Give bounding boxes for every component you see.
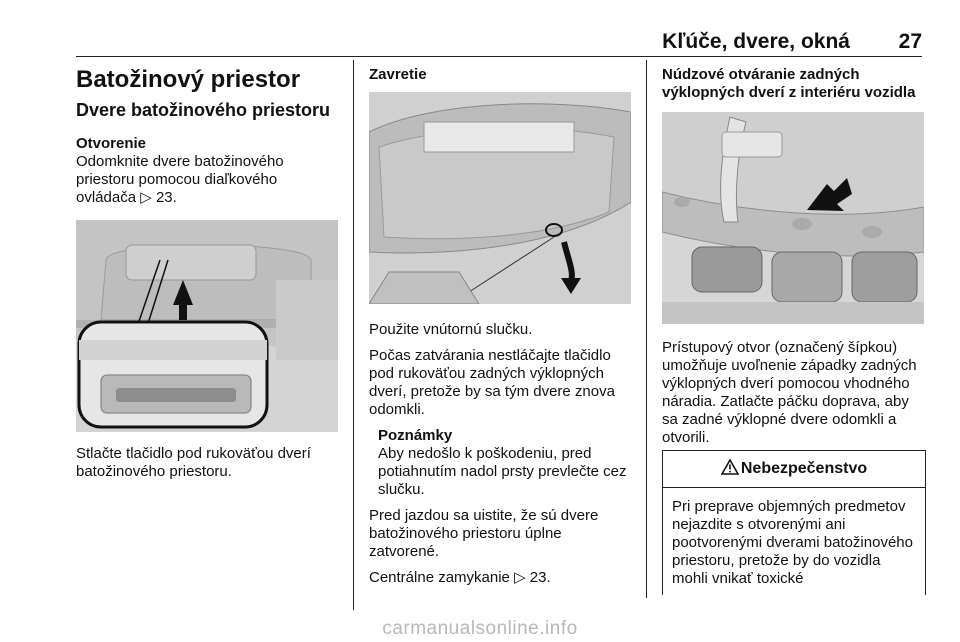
- emergency-release-illustration: [662, 112, 924, 324]
- section-title: Batožinový priestor: [76, 66, 301, 93]
- warning-text: Pri preprave objemných predmetov nejazdite s otvorenými ani pootvorenými dverami batožinového priestoru, pretože by do vozidla mohli vnikať toxické: [672, 498, 913, 587]
- closing-heading: Zavretie: [369, 66, 427, 83]
- column-2: [369, 66, 631, 84]
- reference-arrow-icon: ▷: [140, 189, 152, 206]
- column-2-text: [369, 321, 631, 587]
- column-1-caption: [76, 445, 338, 481]
- column-divider-1: [353, 60, 354, 610]
- warning-triangle-icon: [721, 459, 741, 480]
- reference-arrow-icon: ▷: [514, 569, 526, 586]
- warning-title: Nebezpečenstvo: [740, 460, 868, 477]
- closing-paragraph-4: Centrálne zamykanie ▷ 23.: [369, 569, 551, 586]
- page-number: 27: [898, 30, 922, 53]
- header-divider: [76, 56, 922, 57]
- note-title: Poznámky: [378, 427, 453, 444]
- column-3: [662, 66, 924, 102]
- figure-caption: Stlačte tlačidlo pod rukoväťou dverí batožinového priestoru.: [76, 445, 311, 480]
- column-divider-2: [646, 60, 647, 598]
- opening-text: Odomknite dvere batožinového priestoru pomocou diaľkového ovládača ▷ 23.: [76, 153, 284, 206]
- warning-box: [662, 450, 926, 595]
- emergency-release-text: Prístupový otvor (označený šípkou) umožňuje uvoľnenie západky zadných výklopných dverí pomocou vhodného náradia. Zatlačte páčku doprava, aby sa zadné výklopné dvere odomkli a otvorili.: [662, 339, 917, 446]
- opening-heading: Otvorenie: [76, 135, 147, 152]
- tailgate-loop-illustration: [369, 92, 631, 304]
- subsection-title: Dvere batožinového priestoru: [76, 100, 331, 120]
- running-header-title: Kľúče, dvere, okná: [662, 30, 850, 53]
- closing-paragraph-1: Použite vnútornú slučku.: [369, 321, 533, 338]
- column-1: [76, 66, 338, 207]
- note-block: [369, 427, 631, 499]
- column-3-text: [662, 339, 924, 447]
- note-text: Aby nedošlo k poškodeniu, pred potiahnutím nadol prsty prevlečte cez slučku.: [378, 445, 627, 498]
- warning-header: [663, 451, 925, 488]
- watermark: carmanualsonline.info: [382, 618, 578, 639]
- closing-paragraph-2: Počas zatvárania nestláčajte tlačidlo pod rukoväťou zadných výklopných dverí, pretože by sa tým dvere znova odomkli.: [369, 347, 615, 418]
- tailgate-button-illustration: [76, 220, 338, 432]
- emergency-release-heading: Núdzové otváranie zadných výklopných dverí z interiéru vozidla: [662, 66, 916, 101]
- closing-paragraph-3: Pred jazdou sa uistite, že sú dvere batožinového priestoru úplne zatvorené.: [369, 507, 599, 560]
